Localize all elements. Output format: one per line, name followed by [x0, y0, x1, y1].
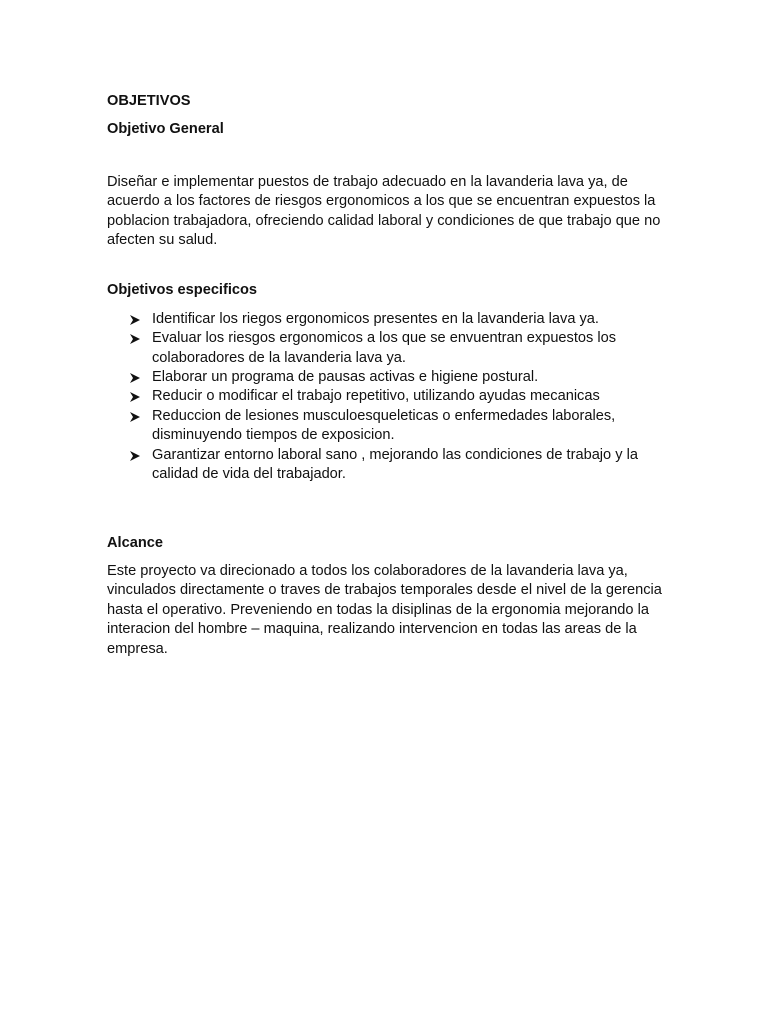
scope-heading: Alcance [107, 534, 163, 551]
scope-text: Este proyecto va direcionado a todos los colaboradores de la lavanderia lava ya, vinculados directamente o traves de trabajos temporales desde el nivel de la gerencia hasta el operativo. Preveniendo en todas la disiplinas de la ergonomia mejorando la interacion del hombre – maquina, realizando intervencion en todas las areas de la empresa. [107, 562, 662, 657]
list-item [107, 368, 667, 387]
list-item-text: Garantizar entorno laboral sano , mejorando las condiciones de trabajo y la calidad de vida del trabajador. [152, 446, 638, 483]
list-item [107, 310, 667, 329]
arrowhead-bullet-icon [129, 391, 141, 403]
arrowhead-bullet-icon [129, 450, 141, 462]
list-item-text: Reduccion de lesiones musculoesqueleticas o enfermedades laborales, disminuyendo tiempos de exposicion. [152, 407, 616, 444]
list-item [107, 446, 667, 485]
specific-objectives-list [107, 310, 667, 485]
list-item-text: Evaluar los riesgos ergonomicos a los que se envuentran expuestos los colaboradores de la lavanderia lava ya. [152, 330, 617, 366]
list-item-text: Identificar los riegos ergonomicos presentes en la lavanderia lava ya. [152, 310, 599, 327]
arrowhead-bullet-icon [129, 314, 141, 326]
specific-objectives-heading: Objetivos especificos [107, 282, 258, 299]
general-objective-text: Diseñar e implementar puestos de trabajo adecuado en la lavanderia lava ya, de acuerdo a los factores de riesgos ergonomicos a los que se encuentran expuestos la poblacion trabajadora, ofreciendo calidad laboral y condiciones de que trabajo que no afecten su salud. [107, 173, 661, 249]
list-item [107, 387, 667, 406]
list-item-text: Elaborar un programa de pausas activas e higiene postural. [152, 369, 539, 386]
general-objective-heading: Objetivo General [107, 121, 224, 138]
document-title: OBJETIVOS [107, 93, 191, 109]
document-content [107, 92, 667, 659]
arrowhead-bullet-icon [129, 372, 141, 384]
list-item-text: Reducir o modificar el trabajo repetitivo, utilizando ayudas mecanicas [152, 388, 600, 405]
arrowhead-bullet-icon [129, 333, 141, 345]
list-item [107, 329, 667, 368]
list-item [107, 407, 667, 446]
arrowhead-bullet-icon [129, 411, 141, 423]
